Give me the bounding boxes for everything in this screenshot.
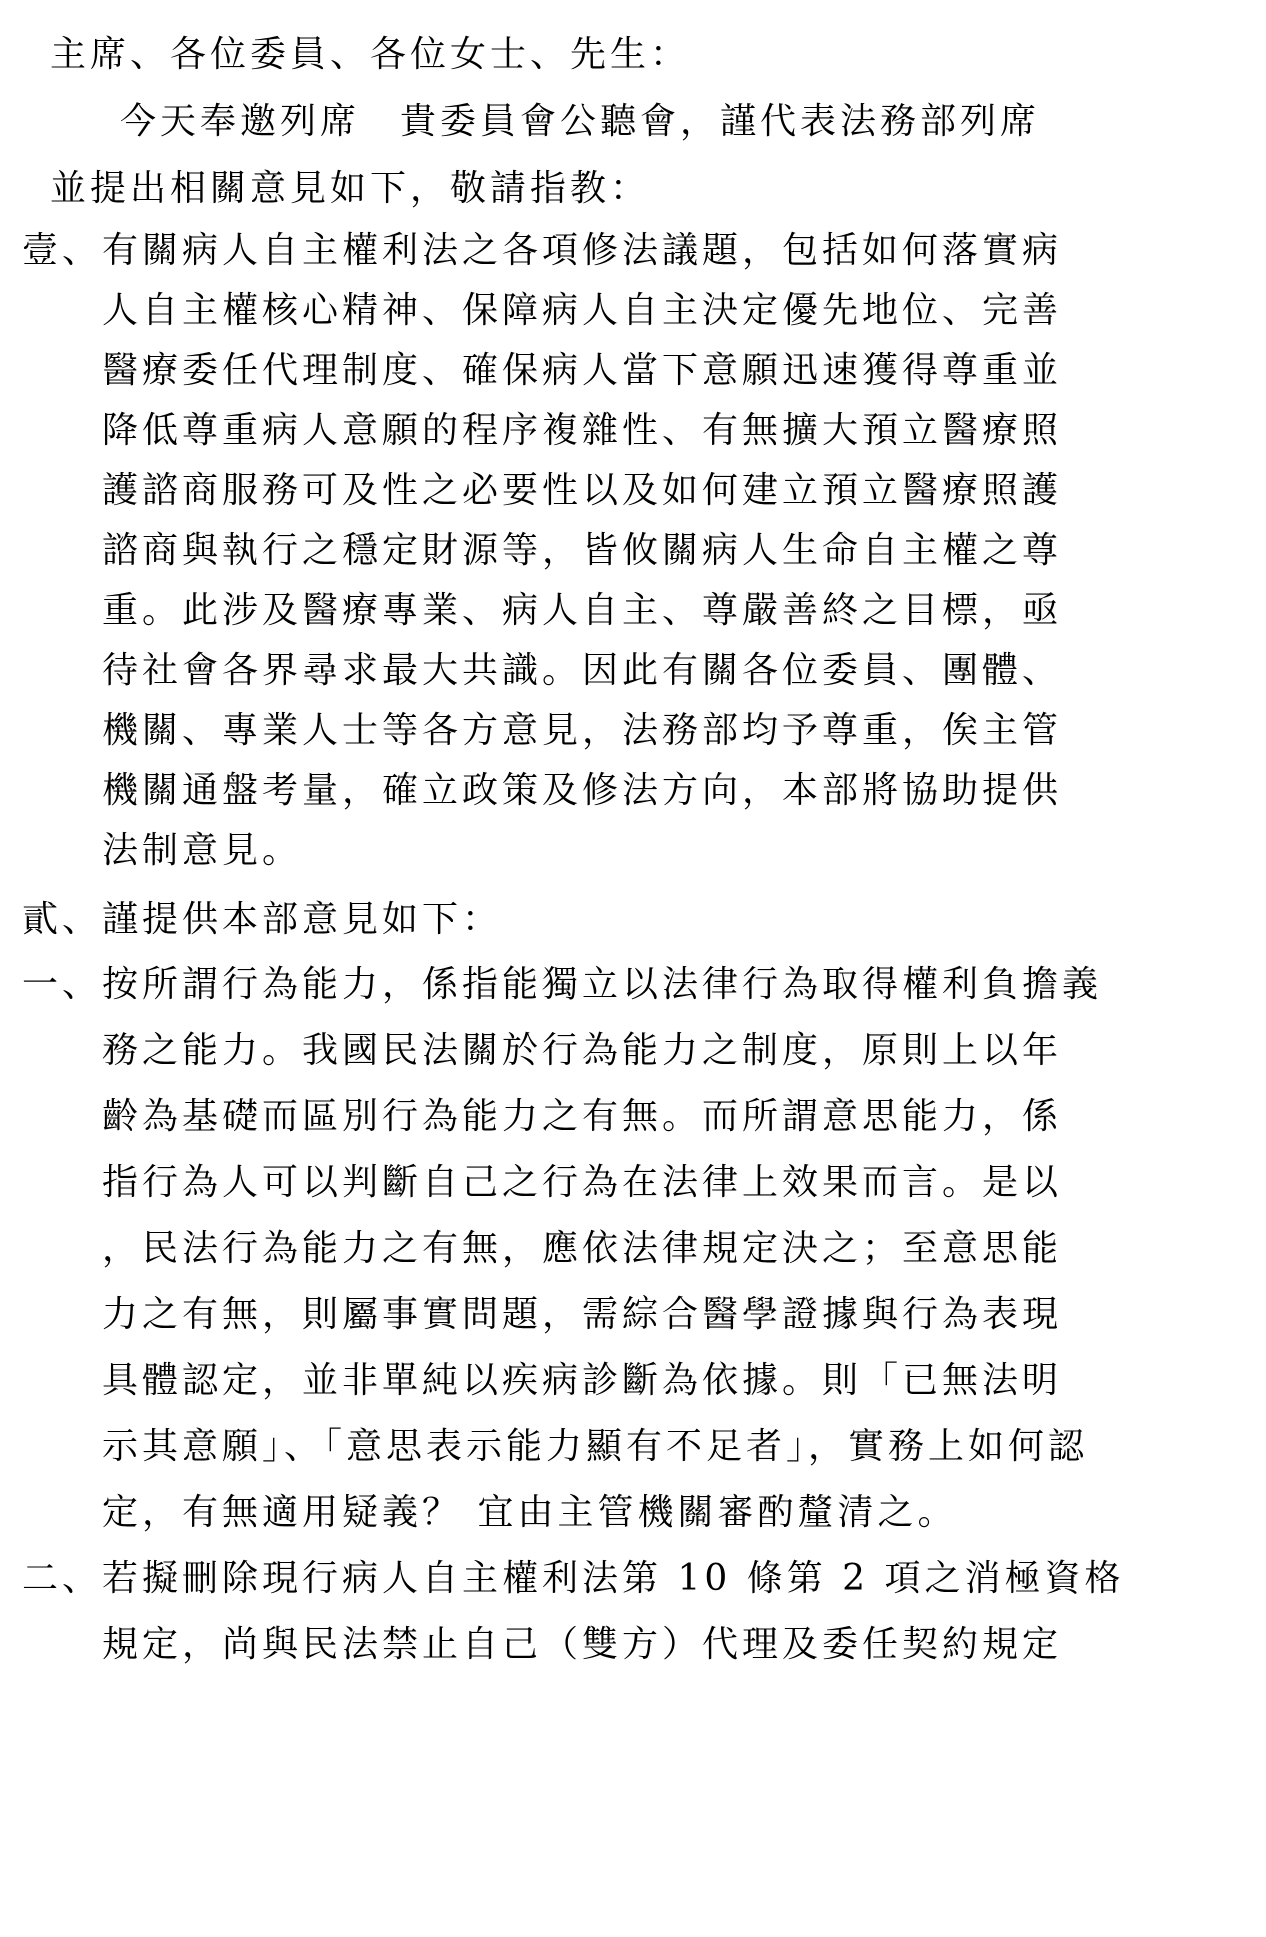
item-1-line: ，民法行為能力之有無，應依法律規定決之；至意思能 <box>102 1228 1063 1269</box>
section-2-marker: 貳、 <box>22 899 103 940</box>
item-1-marker: 一、 <box>22 964 103 1005</box>
item-2-marker: 二、 <box>22 1558 103 1599</box>
section-1-line: 諮商與執行之穩定財源等，皆攸關病人生命自主權之尊 <box>102 530 1063 571</box>
section-1-line: 機關通盤考量，確立政策及修法方向，本部將協助提供 <box>102 770 1063 811</box>
item-1-line: 具體認定，並非單純以疾病診斷為依據。則「已無法明 <box>102 1360 1063 1401</box>
item-1-line: 指行為人可以判斷自己之行為在法律上效果而言。是以 <box>102 1162 1063 1203</box>
section-1-line: 重。此涉及醫療專業、病人自主、尊嚴善終之目標，亟 <box>102 590 1063 631</box>
section-1-line: 有關病人自主權利法之各項修法議題，包括如何落實病 <box>102 230 1063 271</box>
intro-line-2: 並提出相關意見如下，敬請指教： <box>50 168 651 209</box>
section-1-line: 人自主權核心精神、保障病人自主決定優先地位、完善 <box>102 290 1063 331</box>
intro-line-1: 今天奉邀列席 貴委員會公聽會，謹代表法務部列席 <box>120 101 1041 142</box>
section-2-heading: 謹提供本部意見如下： <box>102 899 503 940</box>
section-1-marker: 壹、 <box>22 230 103 271</box>
item-1-line: 示其意願」、「意思表示能力顯有不足者」，實務上如何認 <box>102 1426 1089 1467</box>
section-1-line: 護諮商服務可及性之必要性以及如何建立預立醫療照護 <box>102 470 1063 511</box>
item-1-line: 按所謂行為能力，係指能獨立以法律行為取得權利負擔義 <box>102 964 1103 1005</box>
salutation: 主席、各位委員、各位女士、先生： <box>50 34 691 75</box>
section-1-line: 降低尊重病人意願的程序複雜性、有無擴大預立醫療照 <box>102 410 1063 451</box>
item-1-line: 定，有無適用疑義？ 宜由主管機關審酌釐清之。 <box>102 1492 958 1533</box>
section-1-line: 醫療委任代理制度、確保病人當下意願迅速獲得尊重並 <box>102 350 1063 391</box>
section-1-line: 法制意見。 <box>102 830 303 871</box>
item-2-line: 規定，尚與民法禁止自己（雙方）代理及委任契約規定 <box>102 1624 1063 1665</box>
item-1-line: 齡為基礎而區別行為能力之有無。而所謂意思能力，係 <box>102 1096 1063 1137</box>
item-2-line: 若擬刪除現行病人自主權利法第 10 條第 2 項之消極資格 <box>102 1558 1125 1599</box>
item-1-line: 力之有無，則屬事實問題，需綜合醫學證據與行為表現 <box>102 1294 1063 1335</box>
section-1-line: 待社會各界尋求最大共識。因此有關各位委員、團體、 <box>102 650 1063 691</box>
item-1-line: 務之能力。我國民法關於行為能力之制度，原則上以年 <box>102 1030 1063 1071</box>
section-1-line: 機關、專業人士等各方意見，法務部均予尊重，俟主管 <box>102 710 1063 751</box>
